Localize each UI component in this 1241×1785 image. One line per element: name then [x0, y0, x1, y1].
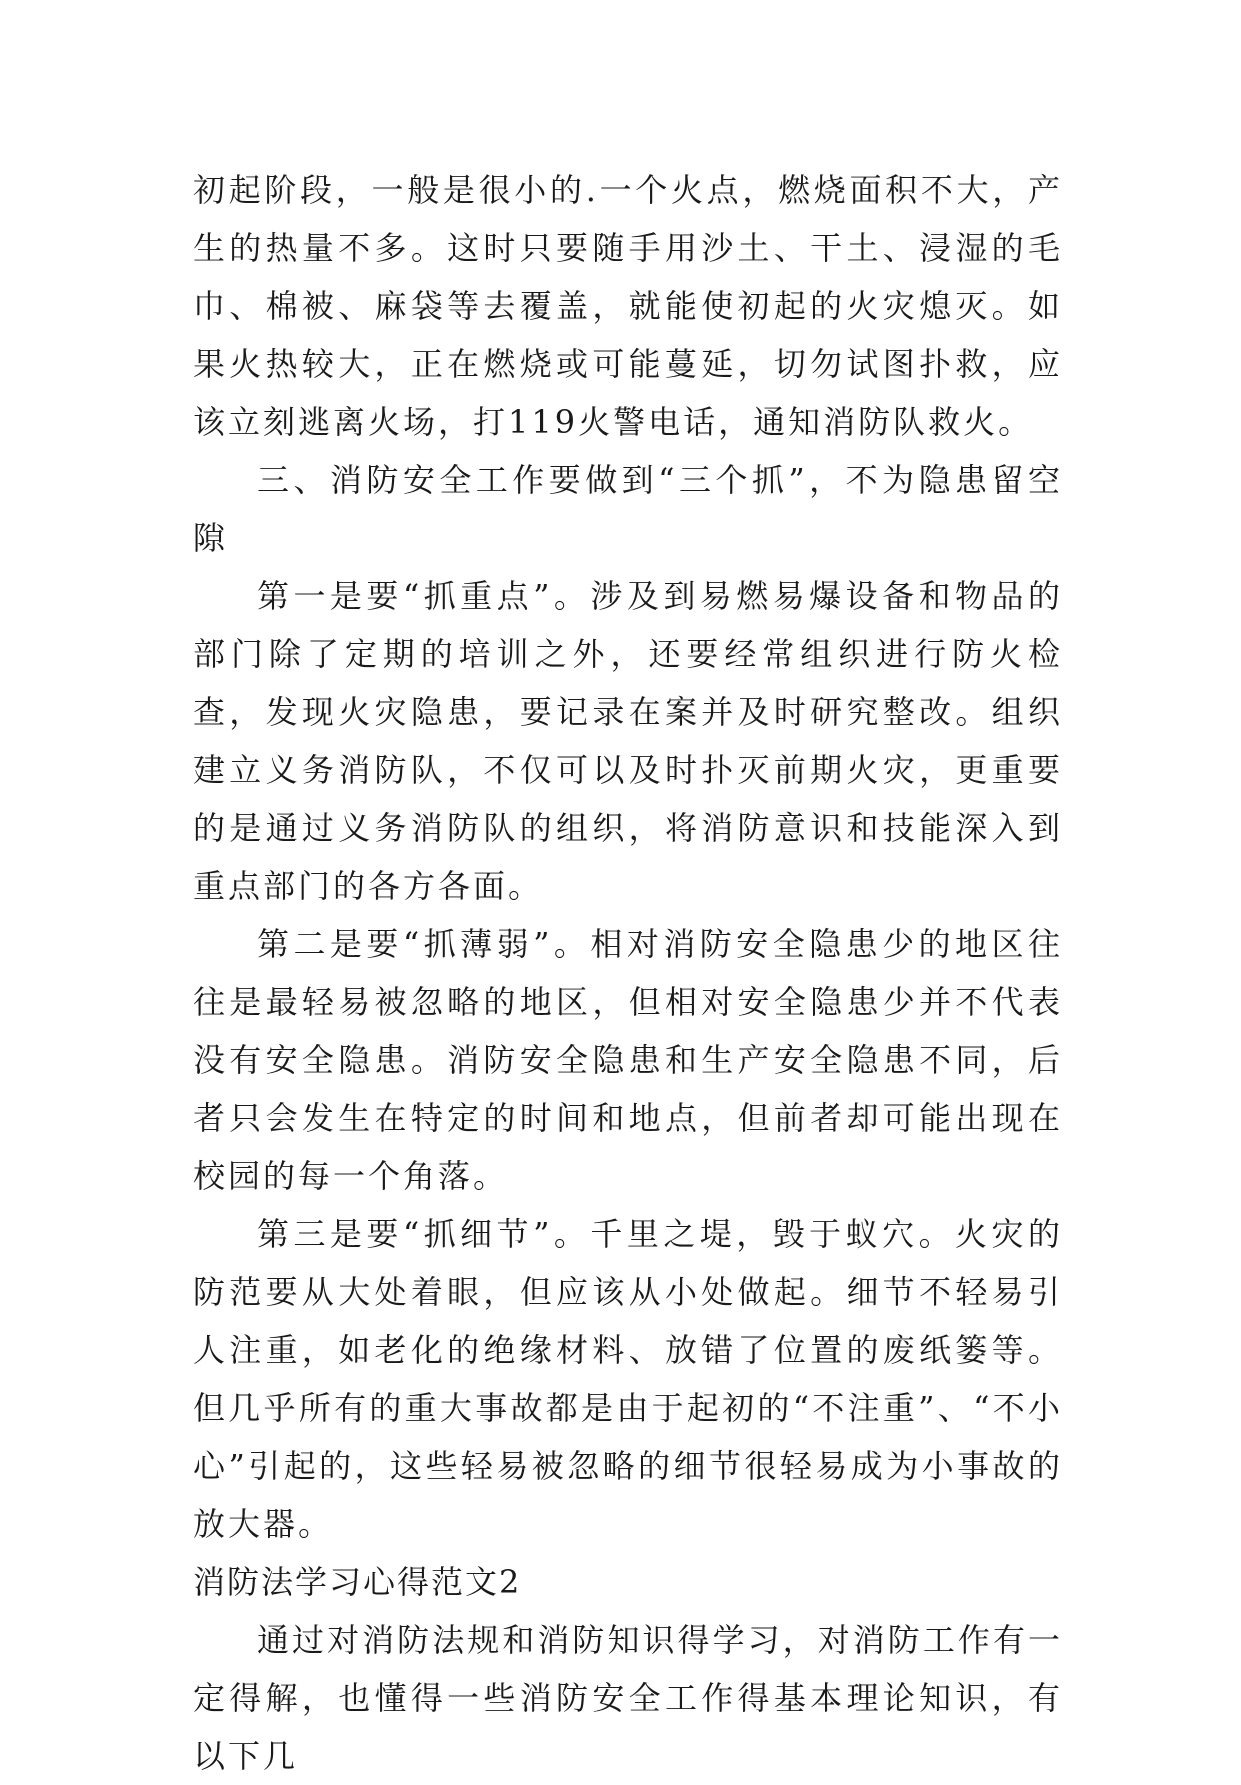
- paragraph-grasp-weak-points: 第二是要“抓薄弱”。相对消防安全隐患少的地区往往是最轻易被忽略的地区，但相对安全隐患少并不代表没有安全隐患。消防安全隐患和生产安全隐患不同，后者只会发生在特定的时间和地点，但前者却可能出现在校园的每一个角落。: [193, 925, 1063, 1195]
- document-body: [193, 161, 1063, 1785]
- paragraph-grasp-details: 第三是要“抓细节”。千里之堤，毁于蚁穴。火灾的防范要从大处着眼，但应该从小处做起。细节不轻易引人注重，如老化的绝缘材料、放错了位置的废纸篓等。但几乎所有的重大事故都是由于起初的“不注重”、“不小心”引起的，这些轻易被忽略的细节很轻易成为小事故的放大器。: [193, 1215, 1063, 1543]
- heading-three-grasps: 三、消防安全工作要做到“三个抓”，不为隐患留空隙: [193, 461, 1063, 557]
- paragraph-section-intro: 通过对消防法规和消防知识得学习，对消防工作有一定得解，也懂得一些消防安全工作得基本理论知识，有以下几: [193, 1621, 1063, 1775]
- paragraph-grasp-key-points: 第一是要“抓重点”。涉及到易燃易爆设备和物品的部门除了定期的培训之外，还要经常组织进行防火检查，发现火灾隐患，要记录在案并及时研究整改。组织建立义务消防队，不仅可以及时扑灭前期火灾，更重要的是通过义务消防队的组织，将消防意识和技能深入到重点部门的各方各面。: [193, 577, 1063, 905]
- section-title: 消防法学习心得范文2: [193, 1563, 522, 1601]
- paragraph-fire-initial-stage: 初起阶段，一般是很小的.一个火点，燃烧面积不大，产生的热量不多。这时只要随手用沙土、干土、浸湿的毛巾、棉被、麻袋等去覆盖，就能使初起的火灾熄灭。如果火热较大，正在燃烧或可能蔓延，切勿试图扑救，应该立刻逃离火场，打119火警电话，通知消防队救火。: [193, 171, 1063, 441]
